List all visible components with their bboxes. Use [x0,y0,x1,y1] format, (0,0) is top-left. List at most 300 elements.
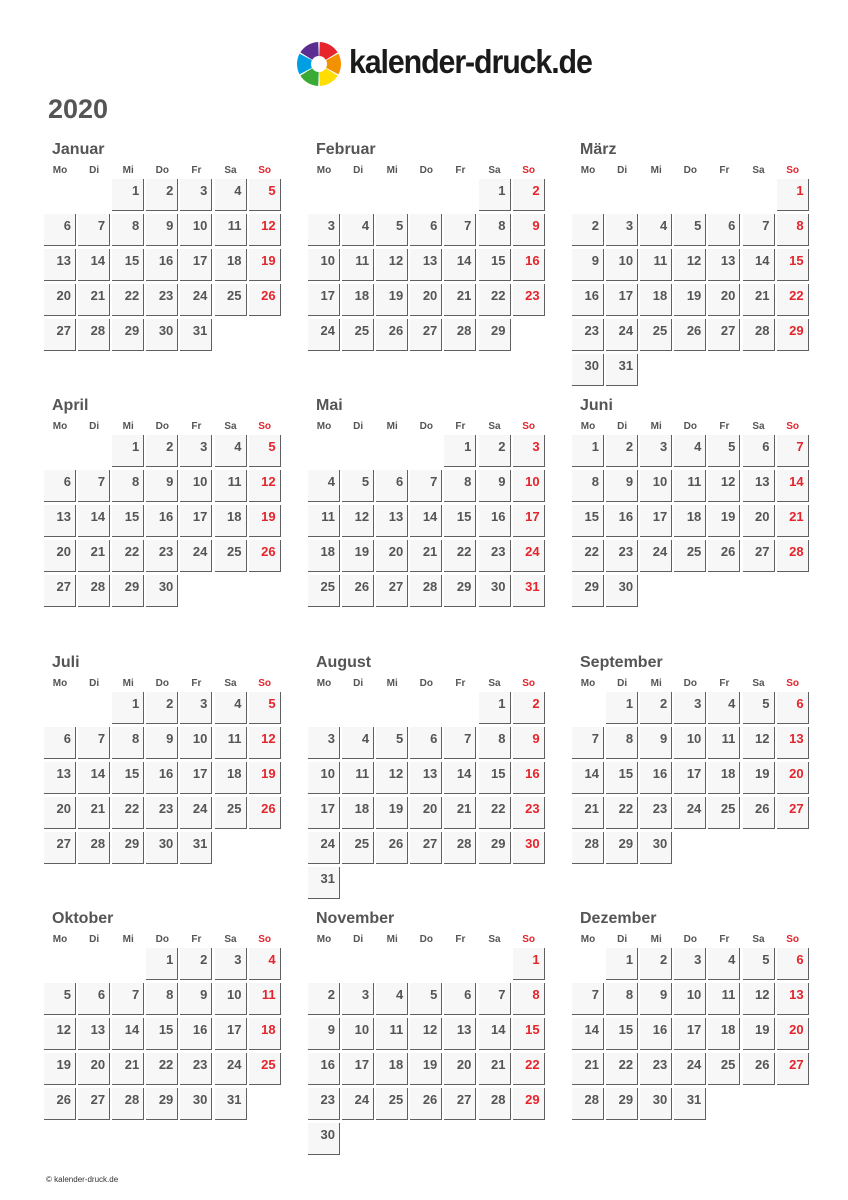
month-september [572,654,812,904]
day-number: 14 [789,474,804,489]
day-number: 9 [659,731,668,746]
day-number: 9 [532,218,540,233]
day-cell [708,692,740,724]
day-cell [112,435,144,467]
day-number: 29 [789,323,804,338]
day-cell [606,214,638,246]
day-cell [708,1053,740,1085]
day-number: 16 [618,509,634,524]
weekday-header: Fr [455,421,466,432]
day-number: 3 [200,696,208,711]
day-cell [308,505,340,537]
day-cell-sunday [249,692,281,724]
day-number: 23 [525,288,540,303]
day-number: 1 [625,952,634,967]
day-number: 11 [227,218,242,233]
day-number: 3 [200,183,208,198]
day-number: 2 [532,696,540,711]
day-cell [146,284,178,316]
day-number: 7 [464,731,472,746]
day-cell [112,575,144,607]
day-cell [444,214,476,246]
weekday-header: So [786,678,799,689]
day-number: 15 [124,766,140,781]
day-cell [146,762,178,794]
day-number: 10 [192,474,208,489]
month-name: Dezember [580,910,657,927]
day-number: 11 [355,253,370,268]
day-cell-sunday [513,1088,545,1120]
day-number: 16 [192,1022,208,1037]
day-cell [215,435,247,467]
day-cell [180,470,212,502]
day-cell [44,983,76,1015]
day-cell [215,214,247,246]
day-cell [180,762,212,794]
day-number: 24 [652,544,668,559]
day-number: 17 [354,1057,370,1072]
day-cell [674,284,706,316]
weekday-header: Do [419,165,433,176]
day-number: 13 [422,253,438,268]
day-cell [572,540,604,572]
weekday-header: Di [353,934,364,945]
day-cell [180,1088,212,1120]
day-number: 12 [720,474,736,489]
day-number: 6 [97,987,106,1002]
weekday-header: So [786,934,799,945]
weekday-header: Fr [191,934,202,945]
day-cell [146,319,178,351]
day-number: 30 [158,836,174,851]
day-cell-sunday [777,435,809,467]
day-number: 12 [686,253,702,268]
day-number: 28 [755,323,770,338]
day-cell [674,540,706,572]
day-cell [146,797,178,829]
day-number: 22 [584,544,599,559]
day-cell [640,1053,672,1085]
month-name: Januar [52,141,105,158]
weekday-header: Sa [224,678,237,689]
weekday-header: Mo [316,934,332,945]
day-cell [342,797,374,829]
day-cell [444,1088,476,1120]
day-number: 18 [720,1022,736,1037]
day-number: 19 [388,288,404,303]
day-cell-sunday [777,1053,809,1085]
day-cell [215,470,247,502]
day-cell-sunday [249,1018,281,1050]
day-cell [743,249,775,281]
day-cell [44,575,76,607]
day-number: 22 [491,288,506,303]
day-number: 2 [327,987,335,1002]
day-number: 4 [234,439,242,454]
day-cell [376,319,408,351]
day-number: 3 [659,439,668,454]
day-number: 9 [532,731,540,746]
weekday-header: Mi [386,934,398,945]
day-cell [308,832,340,864]
day-cell [215,179,247,211]
weekday-header: So [258,421,271,432]
day-cell [444,470,476,502]
day-cell [342,832,374,864]
day-cell-sunday [249,948,281,980]
day-number: 25 [686,544,702,559]
day-number: 18 [227,766,242,781]
day-cell [479,470,511,502]
day-number: 9 [659,987,668,1002]
day-number: 12 [261,218,276,233]
weekday-header: Fr [191,678,202,689]
month-mai [308,397,548,647]
weekday-header: Di [617,421,628,432]
day-cell [376,727,408,759]
day-number: 28 [789,544,804,559]
day-cell [342,319,374,351]
day-cell [479,1018,511,1050]
day-number: 26 [422,1092,438,1107]
day-cell [78,319,110,351]
day-number: 28 [456,323,472,338]
day-cell-sunday [513,284,545,316]
day-cell [640,797,672,829]
day-number: 5 [268,183,276,198]
day-number: 15 [124,253,140,268]
day-number: 24 [192,288,208,303]
day-cell [640,832,672,864]
day-number: 4 [728,696,736,711]
day-cell [708,948,740,980]
day-number: 17 [652,509,668,524]
day-cell [215,983,247,1015]
day-cell [708,540,740,572]
day-number: 21 [456,288,472,303]
day-number: 24 [686,801,702,816]
day-number: 26 [261,544,276,559]
day-cell [640,983,672,1015]
day-number: 6 [395,474,404,489]
day-number: 30 [158,323,174,338]
day-cell [640,1018,672,1050]
day-number: 12 [261,731,276,746]
day-number: 22 [618,1057,634,1072]
day-number: 22 [525,1057,540,1072]
day-number: 1 [532,952,540,967]
day-cell [708,505,740,537]
day-cell-sunday [249,179,281,211]
day-cell [308,470,340,502]
day-cell [708,214,740,246]
day-number: 31 [618,358,634,373]
day-cell [743,948,775,980]
day-number: 17 [525,509,540,524]
day-cell [479,179,511,211]
day-cell [674,435,706,467]
day-cell [743,1018,775,1050]
month-name: Oktober [52,910,114,927]
day-number: 25 [227,544,242,559]
day-cell [44,505,76,537]
weekday-header: Fr [455,934,466,945]
day-cell [444,762,476,794]
day-number: 23 [652,1057,668,1072]
day-number: 2 [498,439,506,454]
day-cell [444,435,476,467]
day-number: 18 [652,288,668,303]
weekday-header: Do [155,934,169,945]
day-cell [215,797,247,829]
day-cell [78,505,110,537]
day-cell [708,1018,740,1050]
day-cell [410,214,442,246]
weekday-header: Di [353,165,364,176]
day-cell-sunday [513,948,545,980]
day-cell [215,948,247,980]
day-cell [112,1018,144,1050]
day-cell [444,1053,476,1085]
day-number: 31 [320,871,335,886]
day-cell [180,832,212,864]
day-number: 10 [192,218,208,233]
day-cell [180,1018,212,1050]
day-number: 11 [321,509,335,524]
day-number: 5 [63,987,71,1002]
day-cell [44,727,76,759]
day-number: 18 [686,509,702,524]
day-cell [410,983,442,1015]
weekday-header: So [522,678,535,689]
day-number: 2 [166,183,174,198]
weekday-header: Do [683,934,697,945]
day-cell-sunday [513,575,545,607]
day-cell [479,1088,511,1120]
day-number: 27 [720,323,736,338]
day-cell [112,983,144,1015]
day-number: 26 [261,288,276,303]
day-cell-sunday [513,983,545,1015]
weekday-header: Do [419,421,433,432]
day-number: 23 [618,544,634,559]
day-cell [572,249,604,281]
day-number: 7 [97,218,106,233]
day-cell-sunday [513,505,545,537]
day-cell [410,1088,442,1120]
weekday-header: Di [353,678,364,689]
day-number: 4 [234,183,242,198]
day-cell [180,797,212,829]
day-cell [342,1018,374,1050]
day-cell [674,983,706,1015]
day-cell [44,540,76,572]
day-number: 2 [659,696,668,711]
day-number: 5 [728,439,736,454]
day-number: 29 [525,1092,540,1107]
day-cell [78,249,110,281]
day-number: 4 [361,218,370,233]
weekday-header: Mo [580,934,596,945]
day-cell [572,575,604,607]
weekday-header: Sa [488,421,501,432]
day-number: 13 [755,474,770,489]
day-number: 20 [388,544,404,559]
day-cell-sunday [513,470,545,502]
month-januar [44,141,284,391]
day-number: 22 [158,1057,174,1072]
day-cell [146,1088,178,1120]
weekday-header: Mi [122,165,134,176]
day-number: 7 [131,987,140,1002]
day-number: 11 [355,766,370,781]
day-cell [708,727,740,759]
day-cell [606,983,638,1015]
day-cell [215,762,247,794]
day-cell [606,762,638,794]
day-cell [376,1018,408,1050]
header [0,38,848,90]
day-cell [674,797,706,829]
weekday-header: Sa [488,934,501,945]
day-cell [376,540,408,572]
day-number: 21 [124,1057,140,1072]
day-number: 11 [721,731,736,746]
day-cell [444,249,476,281]
day-number: 16 [584,288,599,303]
day-number: 15 [618,766,634,781]
weekday-header: Mo [52,421,68,432]
day-number: 9 [498,474,506,489]
day-number: 11 [653,253,668,268]
weekday-header: Mi [386,165,398,176]
day-number: 13 [456,1022,472,1037]
day-number: 18 [720,766,736,781]
day-number: 14 [90,766,106,781]
day-number: 16 [158,766,174,781]
day-number: 18 [354,288,370,303]
day-number: 23 [584,323,599,338]
day-number: 27 [90,1092,106,1107]
day-cell [640,762,672,794]
day-cell [708,249,740,281]
day-cell [444,284,476,316]
day-cell [444,319,476,351]
day-number: 25 [354,836,370,851]
weekday-header: Do [155,421,169,432]
day-cell [146,948,178,980]
day-number: 19 [388,801,404,816]
weekday-header: Do [155,165,169,176]
weekday-header: Mi [122,678,134,689]
color-wheel-logo-icon [296,41,342,87]
day-cell [572,284,604,316]
day-number: 18 [388,1057,404,1072]
day-cell [112,727,144,759]
day-cell [78,470,110,502]
day-cell [78,214,110,246]
day-cell [180,505,212,537]
day-cell [180,179,212,211]
day-cell [444,727,476,759]
day-cell [308,727,340,759]
day-cell [112,249,144,281]
day-number: 17 [686,1022,702,1037]
day-cell [572,354,604,386]
day-number: 30 [320,1127,335,1142]
day-number: 14 [755,253,770,268]
day-number: 19 [261,253,276,268]
day-number: 20 [720,288,736,303]
day-number: 23 [158,544,174,559]
day-cell-sunday [777,214,809,246]
day-cell-sunday [513,762,545,794]
month-november [308,910,548,1160]
day-cell [479,983,511,1015]
day-number: 28 [584,1092,599,1107]
day-number: 24 [618,323,634,338]
day-cell [640,1088,672,1120]
day-cell [146,1018,178,1050]
day-cell [572,214,604,246]
day-cell [342,762,374,794]
day-cell [78,1088,110,1120]
day-number: 31 [192,836,208,851]
day-number: 8 [131,474,140,489]
day-cell [112,319,144,351]
day-number: 14 [491,1022,506,1037]
day-number: 9 [327,1022,335,1037]
day-cell-sunday [777,505,809,537]
day-cell [640,470,672,502]
day-cell [180,249,212,281]
weekday-header: Mi [650,421,662,432]
day-cell [376,575,408,607]
day-number: 1 [498,696,506,711]
day-cell [376,832,408,864]
weekday-header: Mi [122,421,134,432]
day-number: 1 [166,952,174,967]
day-number: 16 [158,509,174,524]
day-number: 13 [789,987,804,1002]
day-cell [606,1053,638,1085]
day-cell [78,575,110,607]
day-number: 17 [227,1022,242,1037]
day-cell-sunday [777,727,809,759]
day-number: 30 [652,1092,668,1107]
month-name: März [580,141,617,158]
day-number: 1 [796,183,804,198]
day-number: 7 [498,987,506,1002]
day-number: 11 [389,1022,404,1037]
day-number: 14 [456,766,472,781]
day-cell [479,435,511,467]
day-cell [606,540,638,572]
day-number: 26 [354,579,370,594]
day-number: 11 [227,474,242,489]
day-number: 8 [166,987,174,1002]
day-number: 2 [591,218,599,233]
day-number: 17 [618,288,634,303]
day-number: 1 [591,439,599,454]
day-number: 4 [327,474,335,489]
day-cell [342,470,374,502]
day-cell [479,505,511,537]
day-number: 1 [131,696,140,711]
day-cell [640,692,672,724]
day-number: 25 [720,801,736,816]
day-number: 30 [491,579,506,594]
